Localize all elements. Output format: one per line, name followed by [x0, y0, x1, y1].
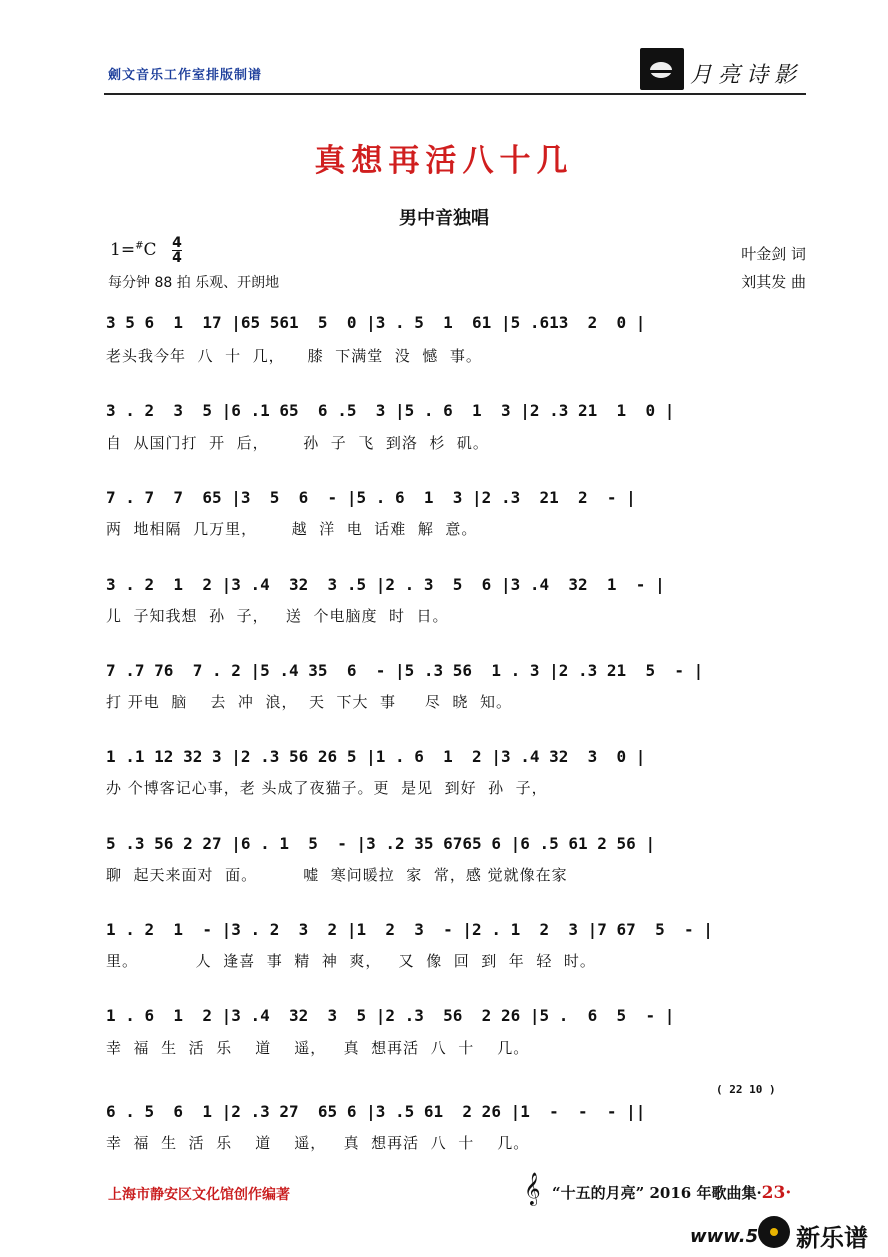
notation-row-7: 5 .3 56 2 27 |6 . 1 5 - |3 .2 35 6765 6 |6 .5 61 2 56 | — [106, 834, 656, 853]
notation-row-6: 1 .1 12 32 3 |2 .3 56 26 5 |1 . 6 1 2 |3 .4 32 3 0 | — [106, 747, 646, 766]
moon-logo-icon — [640, 48, 684, 90]
lyric-row-6: 办 个博客记心事，老 头成了夜猫子。更 是见 到好 孙 子， — [106, 779, 548, 797]
song-subtitle: 男中音独唱 — [399, 208, 489, 229]
key-signature: 1=#C — [110, 240, 157, 260]
lyric-row-10: 幸 福 生 活 乐 道 遥， 真 想再活 八 十 几。 — [106, 1134, 530, 1152]
lyric-row-5: 打 开电 脑 去 冲 浪， 天 下大 事 尽 晓 知。 — [106, 693, 512, 711]
lyric-row-4: 儿 子知我想 孙 子， 送 个电脑度 时 日。 — [106, 607, 449, 625]
page-number: 23· — [761, 1183, 792, 1203]
notation-row-3: 7 . 7 7 65 |3 5 6 - |5 . 6 1 3 |2 .3 21 2 - | — [106, 488, 636, 507]
watermark-text: 新乐谱 — [796, 1224, 868, 1252]
lyric-row-1: 老头我今年 八 十 几， 膝 下满堂 没 憾 事。 — [106, 347, 482, 365]
studio-name: 劍文音乐工作室排版制谱 — [108, 68, 263, 83]
lyric-row-9: 幸 福 生 活 乐 道 遥， 真 想再活 八 十 几。 — [106, 1039, 530, 1057]
song-title: 真想再活八十几 — [314, 143, 574, 179]
notation-row-5: 7 .7 76 7 . 2 |5 .4 35 6 - |5 .3 56 1 . 3 |2 .3 21 5 - | — [106, 661, 704, 680]
lyric-row-2: 自 从国门打 开 后， 孙 子 飞 到洛 杉 矶。 — [106, 434, 489, 452]
ending-variant: ( 22 10 ) — [716, 1083, 776, 1096]
logo-text: 月亮诗影 — [690, 63, 803, 88]
time-signature: 4 4 — [172, 235, 182, 266]
notation-row-4: 3 . 2 1 2 |3 .4 32 3 .5 |2 . 3 5 6 |3 .4 32 1 - | — [106, 575, 665, 594]
notation-row-8: 1 . 2 1 - |3 . 2 3 2 |1 2 3 - |2 . 1 2 3 |7 67 5 - | — [106, 920, 713, 939]
notation-row-2: 3 . 2 3 5 |6 .1 65 6 .5 3 |5 . 6 1 3 |2 .3 21 1 0 | — [106, 401, 675, 420]
lyric-row-7: 聊 起天来面对 面。 嘘 寒问暖拉 家 常，感 觉就像在家 — [106, 866, 568, 884]
composer-credit: 刘其发 曲 — [741, 273, 806, 291]
header-rule — [104, 93, 806, 95]
notation-row-9: 1 . 6 1 2 |3 .4 32 3 5 |2 .3 56 2 26 |5 . 6 5 - | — [106, 1006, 675, 1025]
lyric-row-8: 里。 人 逢喜 事 精 神 爽， 又 像 回 到 年 轻 时。 — [106, 952, 596, 970]
record-disc-icon — [758, 1216, 790, 1248]
lyricist-credit: 叶金剑 词 — [741, 245, 806, 263]
watermark-url: www.5 — [690, 1226, 759, 1247]
treble-clef-icon: 𝄞 — [524, 1172, 541, 1205]
footer-collection: “十五的月亮” 2016 年歌曲集·23· — [552, 1183, 792, 1203]
lyric-row-3: 两 地相隔 几万里， 越 洋 电 话难 解 意。 — [106, 520, 478, 538]
footer-publisher: 上海市静安区文化馆创作编著 — [108, 1187, 290, 1203]
tempo-marking: 每分钟 88 拍 乐观、开朗地 — [108, 275, 280, 291]
notation-row-1: 3 5 6 1 17 |65 561 5 0 |3 . 5 1 61 |5 .613 2 0 | — [106, 313, 646, 332]
notation-row-10: 6 . 5 6 1 |2 .3 27 65 6 |3 .5 61 2 26 |1 - - - || — [106, 1102, 646, 1121]
